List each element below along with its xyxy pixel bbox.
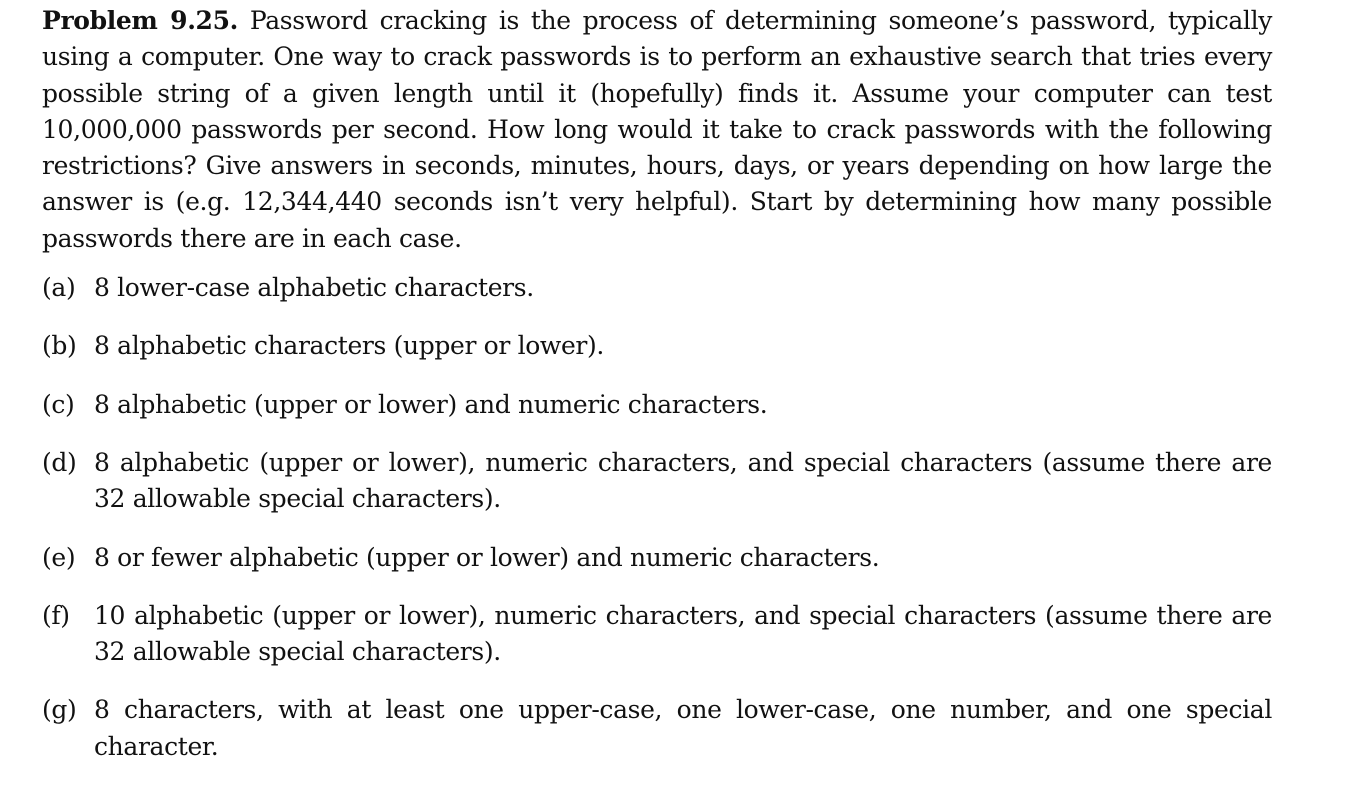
part-d <box>42 445 1272 518</box>
problem-parts-list <box>42 270 1272 765</box>
problem-statement <box>42 3 1272 257</box>
part-text: 8 lower-case alphabetic characters. <box>94 273 534 303</box>
part-text: 8 alphabetic (upper or lower), numeric characters, and special characters (assume there are 32 allowable special characters). <box>94 447 1272 514</box>
part-e <box>42 540 1272 576</box>
problem-title: Problem 9.25. <box>42 6 239 35</box>
part-label: (g) <box>42 695 77 725</box>
part-c <box>42 387 1272 423</box>
part-label: (e) <box>42 542 76 572</box>
part-label: (c) <box>42 389 75 419</box>
part-text: 8 alphabetic (upper or lower) and numeric characters. <box>94 389 768 419</box>
part-label: (b) <box>42 331 77 361</box>
part-label: (f) <box>42 600 70 630</box>
problem-page <box>42 3 1272 787</box>
part-text: 8 alphabetic characters (upper or lower). <box>94 331 605 361</box>
part-g <box>42 692 1272 765</box>
part-b <box>42 328 1272 364</box>
part-label: (d) <box>42 447 77 477</box>
part-text: 10 alphabetic (upper or lower), numeric characters, and special characters (assume there are 32 allowable special characters). <box>94 600 1272 667</box>
part-text: 8 characters, with at least one upper-case, one lower-case, one number, and one special character. <box>94 695 1272 761</box>
part-f <box>42 598 1272 671</box>
part-label: (a) <box>42 273 76 303</box>
problem-body: Password cracking is the process of determining someone’s password, typically using a computer. One way to crack passwords is to perform an exhaustive search that tries every possible string of a given length until it (hopefully) finds it. Assume your computer can test 10,000,000 passwords per second. How long would it take to crack passwords with the following restrictions? Give answers in seconds, minutes, hours, days, or years depending on how large the answer is (e.g. 12,344,440 seconds isn’t very helpful). Start by determining how many possible passwords there are in each case. <box>42 6 1272 253</box>
part-a <box>42 270 1272 306</box>
part-text: 8 or fewer alphabetic (upper or lower) and numeric characters. <box>94 542 880 572</box>
